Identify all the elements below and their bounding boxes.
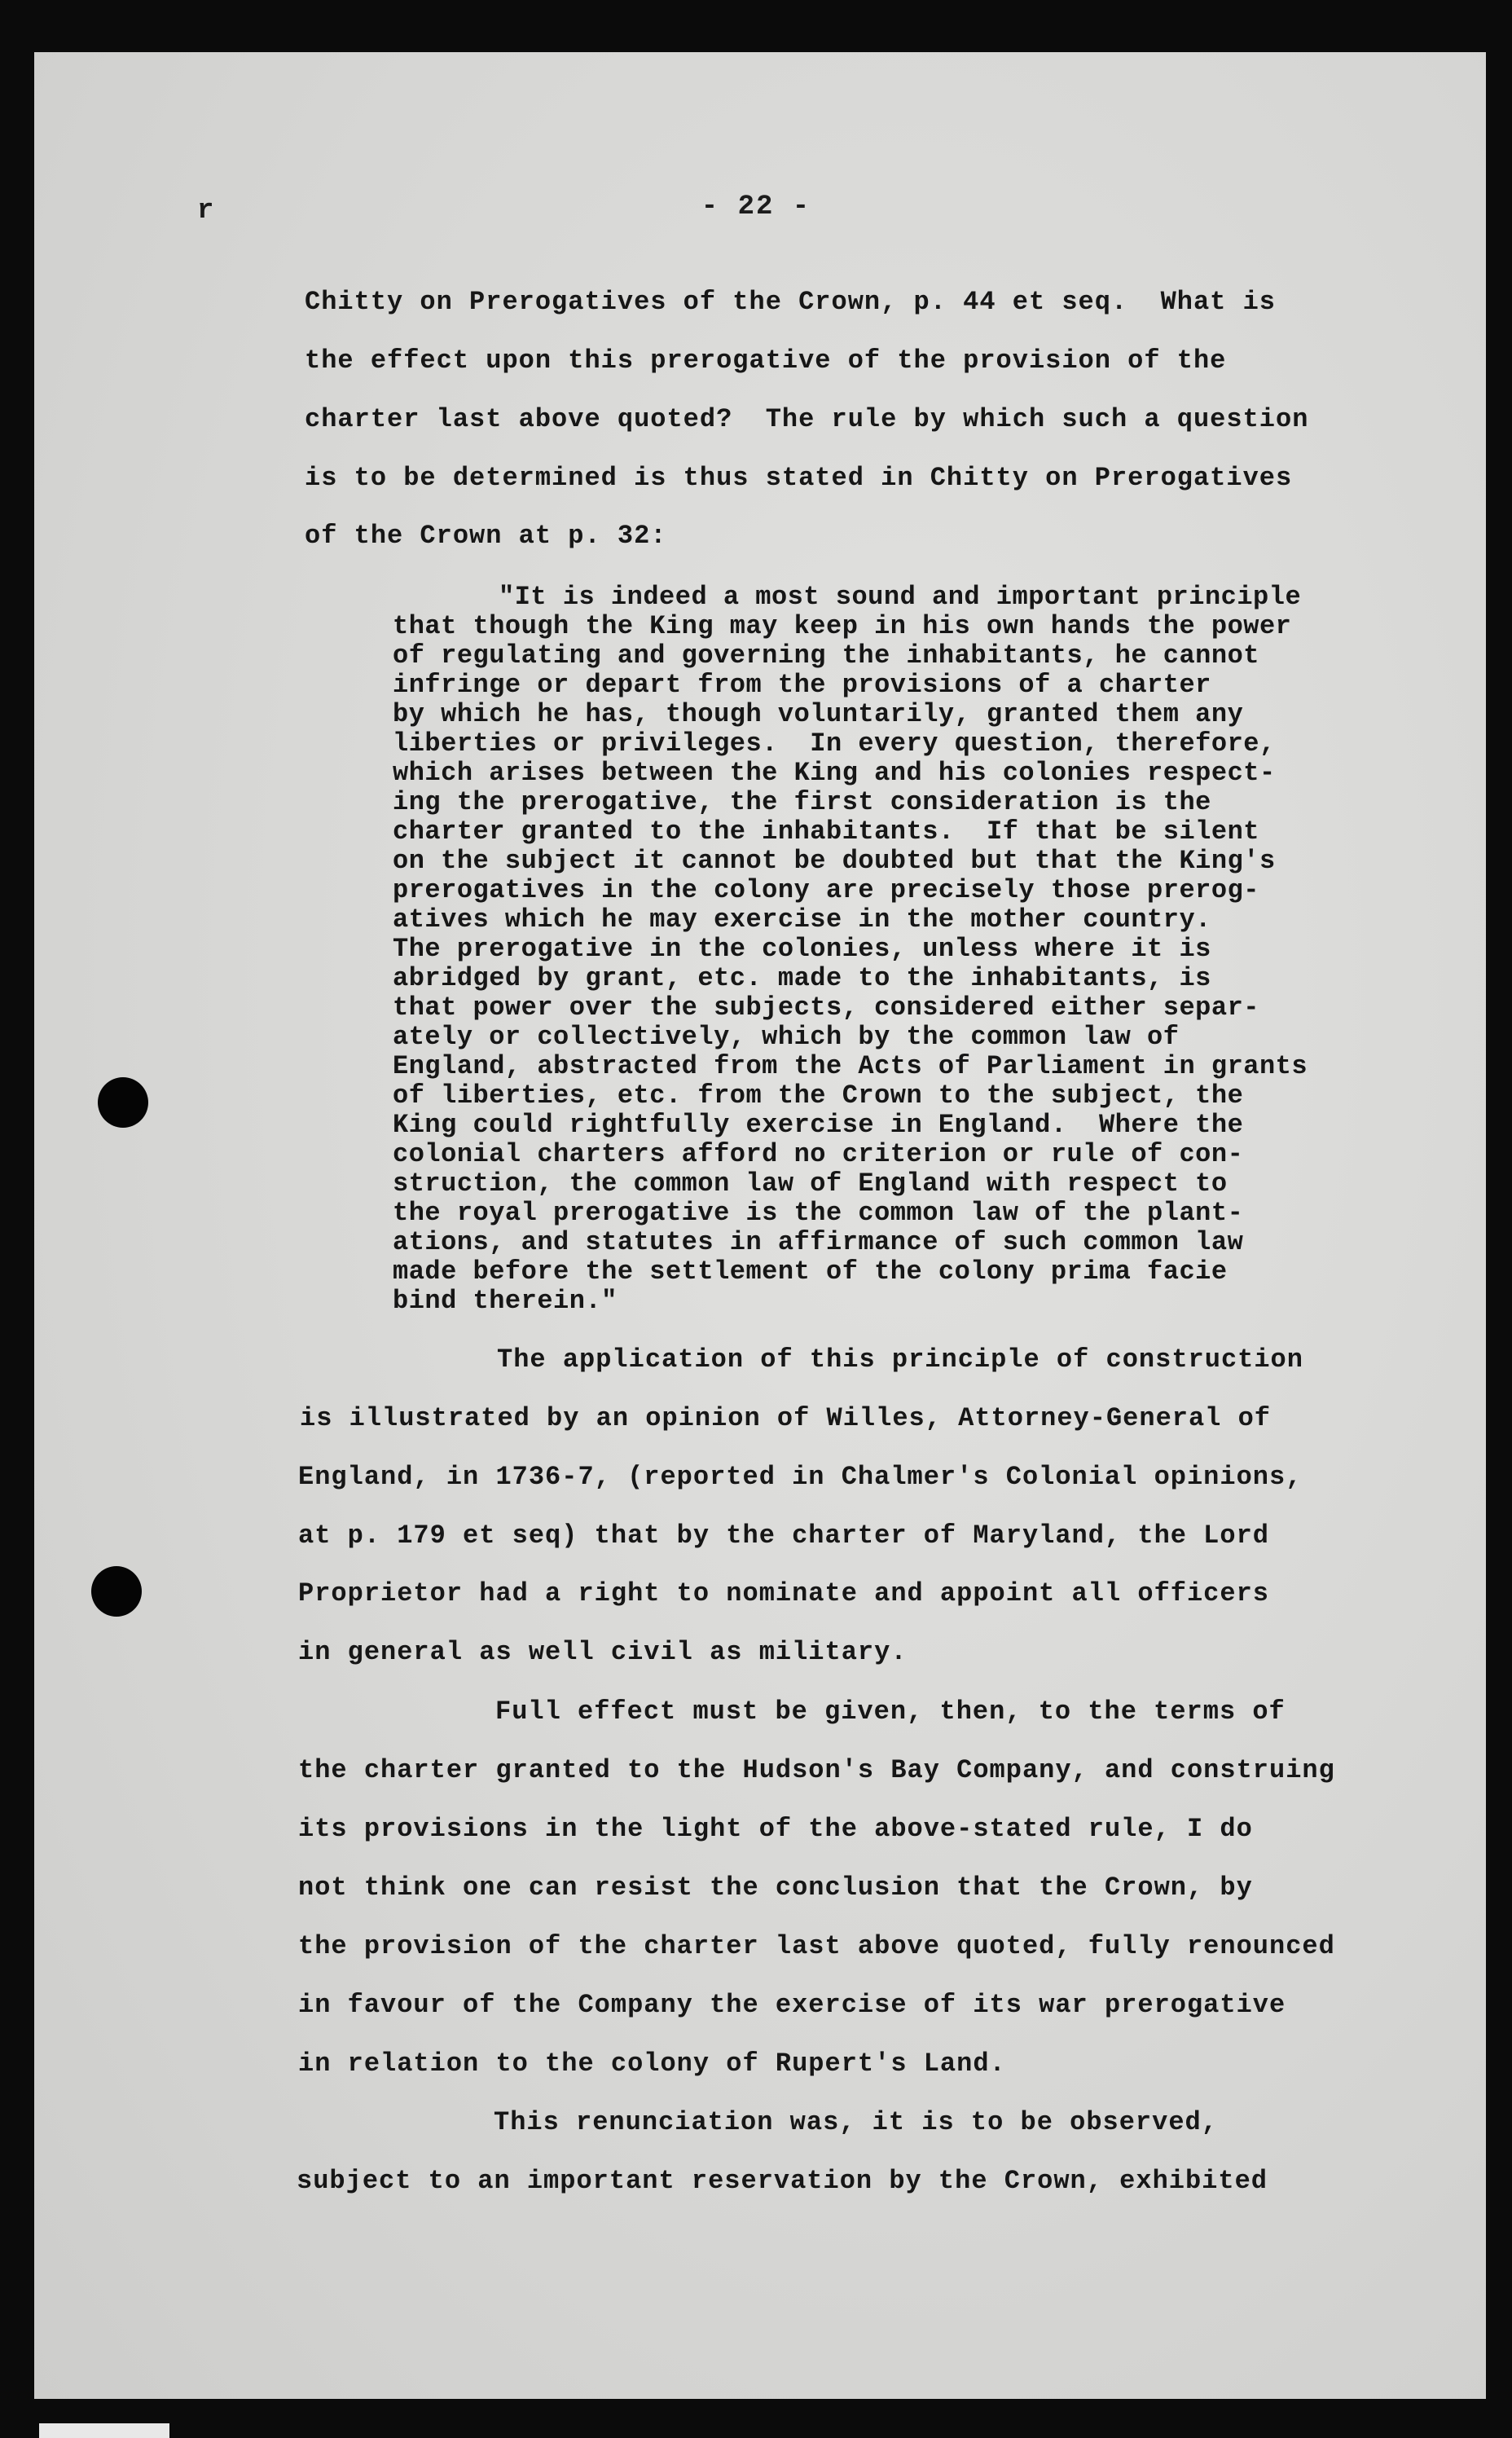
text-line: at p. 179 et seq) that by the charter of Maryland, the Lord — [298, 1520, 1269, 1551]
quote-line: that power over the subjects, considered either separ- — [393, 992, 1259, 1023]
text-line: in general as well civil as military. — [298, 1637, 908, 1667]
text-line: is illustrated by an opinion of Willes, Attorney-General of — [300, 1403, 1271, 1433]
quote-line: which arises between the King and his colonies respect- — [393, 758, 1276, 788]
quote-line: made before the settlement of the colony prima facie — [393, 1256, 1228, 1287]
quote-line: of regulating and governing the inhabitants, he cannot — [393, 640, 1259, 671]
quote-line: that though the King may keep in his own hands the power — [393, 611, 1292, 641]
text-line: is to be determined is thus stated in Chitty on Prerogatives — [305, 463, 1293, 493]
text-line: charter last above quoted? The rule by which such a question — [305, 404, 1309, 434]
punch-hole-bottom — [91, 1566, 142, 1617]
quote-line: abridged by grant, etc. made to the inhabitants, is — [393, 963, 1211, 993]
text-line: in favour of the Company the exercise of its war prerogative — [298, 1990, 1286, 2020]
quote-line: King could rightfully exercise in England. Where the — [393, 1110, 1244, 1140]
quote-line: ations, and statutes in affirmance of such common law — [393, 1227, 1244, 1257]
quote-line: struction, the common law of England with respect to — [393, 1168, 1228, 1199]
text-line: subject to an important reservation by the Crown, exhibited — [297, 2166, 1268, 2196]
text-line: Full effect must be given, then, to the terms of — [495, 1696, 1286, 1727]
quote-line: infringe or depart from the provisions of a charter — [393, 670, 1211, 700]
quote-line: the royal prerogative is the common law of the plant- — [393, 1198, 1244, 1228]
text-line: the provision of the charter last above quoted, fully renounced — [298, 1931, 1335, 1961]
quote-line: charter granted to the inhabitants. If that be silent — [393, 816, 1259, 847]
quote-line: The prerogative in the colonies, unless where it is — [393, 934, 1211, 964]
quote-line: ately or collectively, which by the common law of — [393, 1022, 1180, 1052]
quote-line: England, abstracted from the Acts of Parliament in grants — [393, 1051, 1308, 1081]
text-line: in relation to the colony of Rupert's Land. — [298, 2049, 1006, 2079]
text-line: Proprietor had a right to nominate and appoint all officers — [298, 1578, 1269, 1608]
quote-line: colonial charters afford no criterion or rule of con- — [393, 1139, 1244, 1169]
text-line: This renunciation was, it is to be observed, — [494, 2107, 1218, 2137]
quote-line: "It is indeed a most sound and important principle — [499, 582, 1302, 612]
punch-hole-top — [98, 1077, 148, 1128]
quote-line: atives which he may exercise in the mother country. — [393, 904, 1211, 935]
quote-line: prerogatives in the colony are precisely those prerog- — [393, 875, 1259, 905]
scan-label-strip — [39, 2423, 169, 2438]
quote-line: liberties or privileges. In every question, therefore, — [393, 728, 1276, 759]
quote-line: by which he has, though voluntarily, granted them any — [393, 699, 1244, 729]
quote-line: of liberties, etc. from the Crown to the subject, the — [393, 1080, 1244, 1111]
quote-line: on the subject it cannot be doubted but that the King's — [393, 846, 1276, 876]
text-line: of the Crown at p. 32: — [305, 521, 667, 551]
text-line: the charter granted to the Hudson's Bay Company, and construing — [298, 1755, 1335, 1785]
page-number: - 22 - — [701, 191, 811, 222]
margin-mark: r — [197, 196, 214, 227]
text-line: England, in 1736-7, (reported in Chalmer's Colonial opinions, — [298, 1462, 1303, 1492]
text-line: not think one can resist the conclusion that the Crown, by — [298, 1873, 1253, 1903]
quote-line: bind therein." — [393, 1286, 618, 1316]
text-line: the effect upon this prerogative of the provision of the — [305, 345, 1227, 376]
text-line: Chitty on Prerogatives of the Crown, p. 44 et seq. What is — [305, 287, 1276, 317]
quote-line: ing the prerogative, the first consideration is the — [393, 787, 1211, 817]
text-line: its provisions in the light of the above-stated rule, I do — [298, 1814, 1253, 1844]
text-line: The application of this principle of construction — [497, 1344, 1303, 1375]
